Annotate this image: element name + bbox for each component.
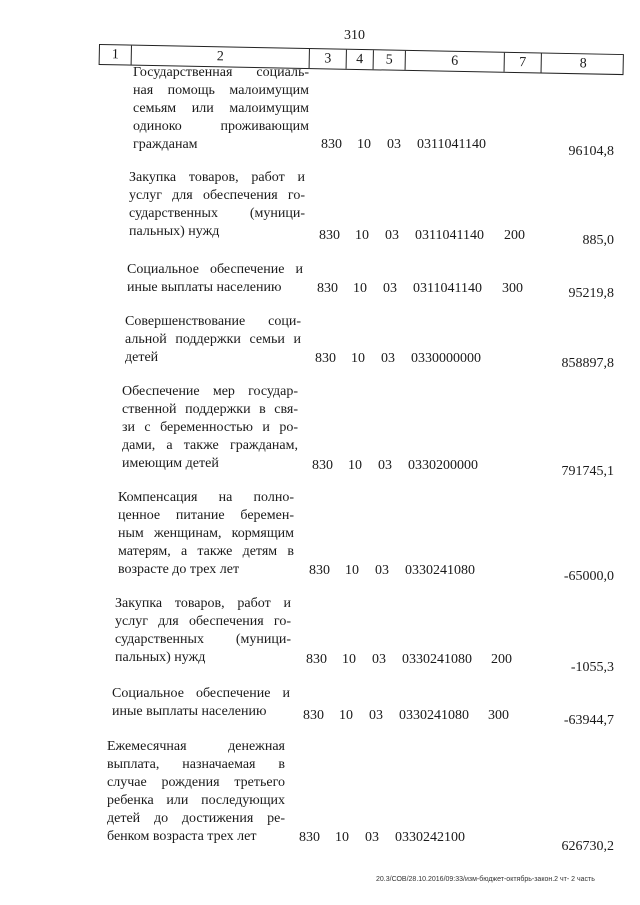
- cell-c5: 03: [383, 281, 397, 296]
- cell-c7: 300: [502, 281, 523, 296]
- cell-c3: 830: [306, 652, 327, 667]
- description-line: иные выплаты населению: [127, 280, 282, 295]
- cell-c3: 830: [319, 228, 340, 243]
- cell-c8: 95219,8: [568, 286, 614, 301]
- header-cell-7: 7: [505, 53, 542, 73]
- description-line: услуг для обеспечения го-: [115, 614, 291, 629]
- description-line: выплата, назначаемая в: [107, 757, 285, 772]
- description-line: имеющим детей: [122, 456, 219, 471]
- cell-c8: 96104,8: [568, 144, 614, 159]
- cell-c6: 0330242100: [395, 830, 465, 845]
- header-cell-1: 1: [100, 45, 132, 65]
- row-description: [122, 383, 298, 473]
- cell-c4: 10: [357, 137, 371, 152]
- description-line: возрасте до трех лет: [118, 562, 240, 577]
- cell-c5: 03: [378, 458, 392, 473]
- row-description: [127, 261, 303, 297]
- cell-c4: 10: [353, 281, 367, 296]
- cell-c5: 03: [387, 137, 401, 152]
- cell-c6: 0330241080: [399, 708, 469, 723]
- cell-c7: 200: [504, 228, 525, 243]
- description-line: альной поддержки семьи и: [125, 332, 301, 347]
- header-cell-2: 2: [132, 46, 310, 68]
- cell-c6: 0311041140: [415, 228, 484, 243]
- header-cell-6: 6: [406, 51, 505, 72]
- cell-c5: 03: [375, 563, 389, 578]
- description-line: гражданам: [133, 137, 198, 152]
- cell-c6: 0311041140: [417, 137, 486, 152]
- cell-c3: 830: [309, 563, 330, 578]
- description-line: детей: [125, 350, 159, 365]
- description-line: Социальное обеспечение и: [127, 262, 303, 277]
- cell-c7: 200: [491, 652, 512, 667]
- header-cell-3: 3: [310, 49, 347, 69]
- cell-c5: 03: [381, 351, 395, 366]
- description-line: Государственная социаль-: [133, 65, 309, 80]
- description-line: Закупка товаров, работ и: [115, 596, 291, 611]
- description-line: ценное питание беремен-: [118, 508, 294, 523]
- cell-c6: 0311041140: [413, 281, 482, 296]
- description-line: иные выплаты населению: [112, 704, 267, 719]
- description-line: пальных) нужд: [115, 650, 206, 665]
- cell-c7: 300: [488, 708, 509, 723]
- row-description: [112, 685, 290, 721]
- description-line: Обеспечение мер государ-: [122, 384, 298, 399]
- description-line: ная помощь малоимущим: [133, 83, 309, 98]
- page-number: 310: [344, 28, 365, 43]
- description-line: сударственных (муници-: [129, 206, 305, 221]
- cell-c3: 830: [312, 458, 333, 473]
- description-line: сударственных (муници-: [115, 632, 291, 647]
- description-line: Компенсация на полно-: [118, 490, 294, 505]
- cell-c4: 10: [339, 708, 353, 723]
- cell-c8: 626730,2: [561, 839, 614, 854]
- row-description: [115, 595, 291, 667]
- description-line: ным женщинам, кормящим: [118, 526, 294, 541]
- cell-c8: 885,0: [582, 233, 614, 248]
- row-description: [118, 489, 294, 579]
- description-line: услуг для обеспечения го-: [129, 188, 305, 203]
- cell-c3: 830: [303, 708, 324, 723]
- cell-c8: -63944,7: [563, 713, 614, 728]
- description-line: бенком возраста трех лет: [107, 829, 257, 844]
- cell-c4: 10: [335, 830, 349, 845]
- cell-c6: 0330241080: [402, 652, 472, 667]
- header-cell-5: 5: [374, 50, 406, 70]
- description-line: детей до достижения ре-: [107, 811, 285, 826]
- cell-c8: -65000,0: [563, 569, 614, 584]
- cell-c3: 830: [321, 137, 342, 152]
- cell-c4: 10: [351, 351, 365, 366]
- row-description: [107, 738, 285, 846]
- description-line: ственной поддержки в свя-: [122, 402, 298, 417]
- cell-c8: 858897,8: [561, 356, 614, 371]
- row-description: [133, 64, 309, 154]
- description-line: Совершенствование соци-: [125, 314, 301, 329]
- description-line: Социальное обеспечение и: [112, 686, 290, 701]
- cell-c4: 10: [348, 458, 362, 473]
- row-description: [125, 313, 301, 367]
- cell-c6: 0330241080: [405, 563, 475, 578]
- description-line: случае рождения третьего: [107, 775, 285, 790]
- cell-c5: 03: [372, 652, 386, 667]
- cell-c6: 0330200000: [408, 458, 478, 473]
- cell-c5: 03: [369, 708, 383, 723]
- cell-c3: 830: [317, 281, 338, 296]
- description-line: Ежемесячная денежная: [107, 739, 285, 754]
- description-line: матерям, а также детям в: [118, 544, 294, 559]
- footer-stamp: 20.3/СОВ/28.10.2016/09:33/изм-бюджет-октябрь-закон.2 чт- 2 часть: [376, 876, 595, 883]
- description-line: ребенка или последующих: [107, 793, 285, 808]
- row-description: [129, 169, 305, 241]
- cell-c4: 10: [345, 563, 359, 578]
- cell-c8: 791745,1: [561, 464, 614, 479]
- description-line: пальных) нужд: [129, 224, 220, 239]
- description-line: Закупка товаров, работ и: [129, 170, 305, 185]
- cell-c5: 03: [365, 830, 379, 845]
- cell-c4: 10: [342, 652, 356, 667]
- description-line: дами, а также гражданам,: [122, 438, 298, 453]
- cell-c3: 830: [315, 351, 336, 366]
- description-line: одиноко проживающим: [133, 119, 309, 134]
- cell-c5: 03: [385, 228, 399, 243]
- description-line: семьям или малоимущим: [133, 101, 309, 116]
- cell-c3: 830: [299, 830, 320, 845]
- header-cell-8: 8: [579, 56, 587, 72]
- description-line: зи с беременностью и ро-: [122, 420, 298, 435]
- cell-c4: 10: [355, 228, 369, 243]
- cell-c8: -1055,3: [570, 660, 614, 675]
- header-cell-4: 4: [347, 50, 374, 70]
- cell-c6: 0330000000: [411, 351, 481, 366]
